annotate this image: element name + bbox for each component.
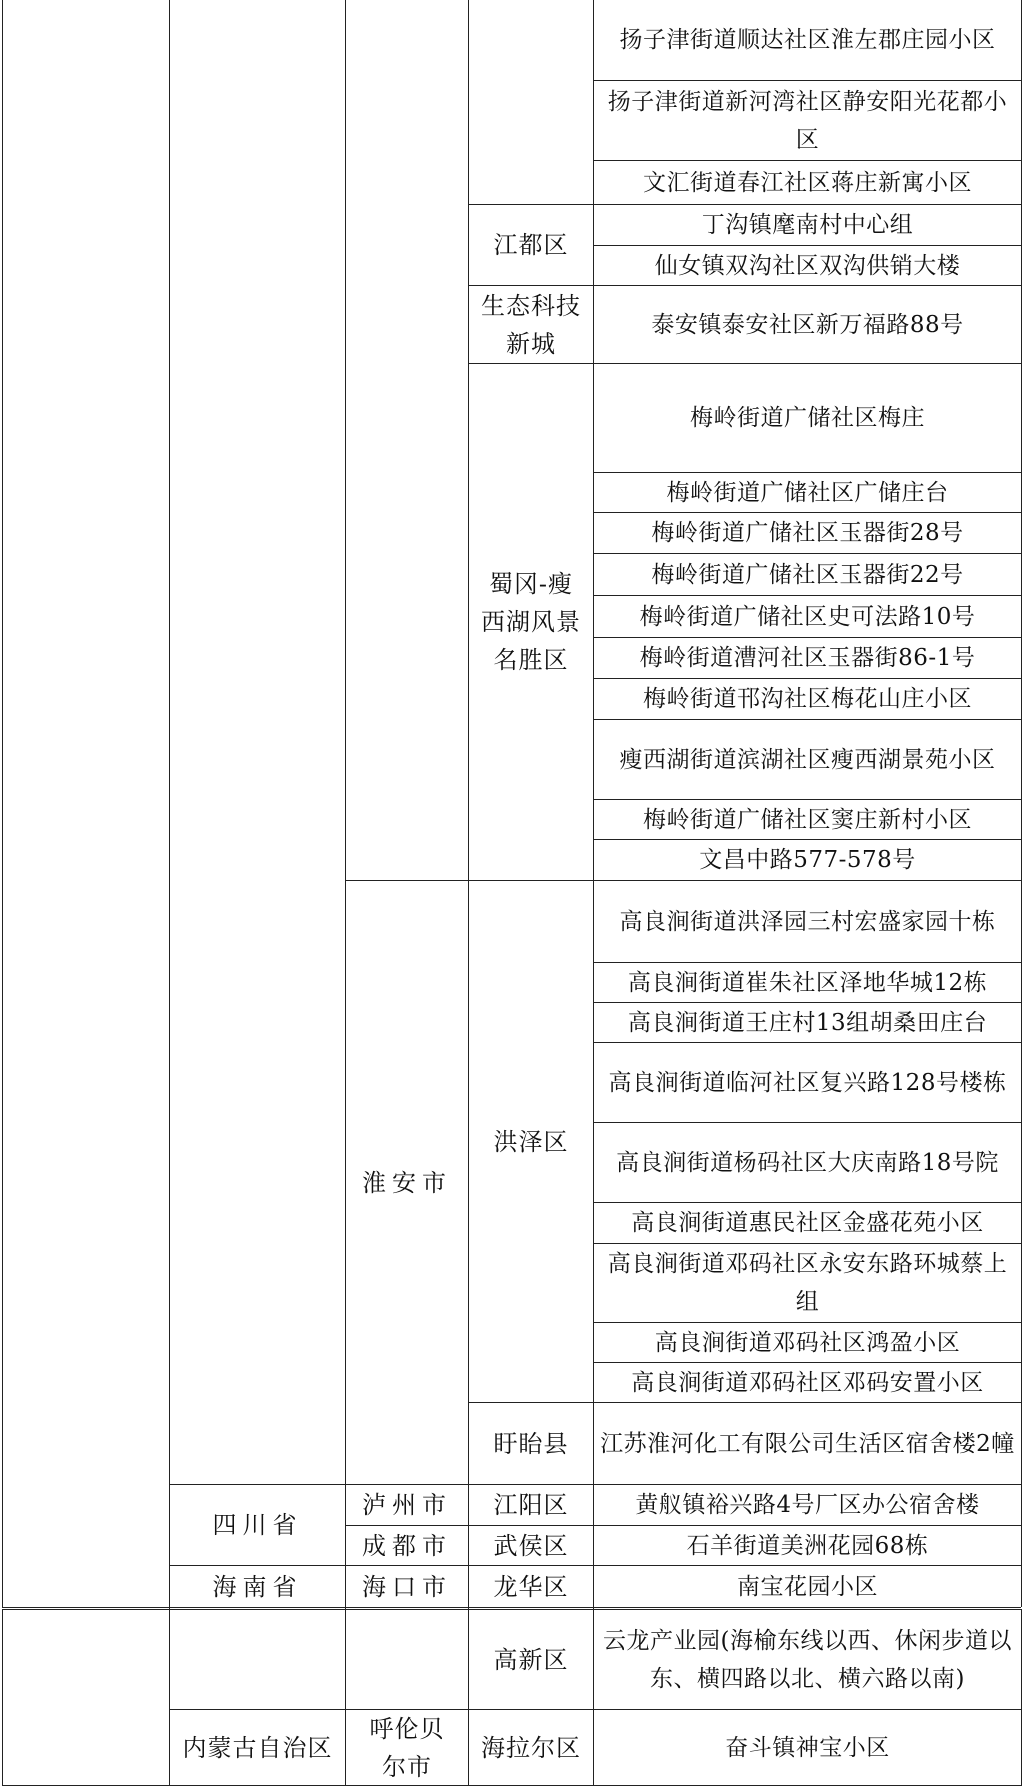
city-cell: 成都市	[362, 1531, 452, 1560]
area-cell: 丁沟镇麾南村中心组	[701, 212, 914, 238]
province-cell: 四川省	[212, 1511, 303, 1539]
district-cell: 武侯区	[493, 1531, 569, 1560]
area-cell: 仙女镇双沟社区双沟供销大楼	[654, 252, 961, 279]
area-cell: 高良涧街道王庄村13组胡桑田庄台	[627, 1009, 988, 1036]
area-cell: 高良涧街道洪泽园三村宏盛家园十栋	[619, 908, 996, 935]
area-cell: 奋斗镇神宝小区	[725, 1734, 890, 1761]
area-cell: 梅岭街道漕河社区玉器街86-1号	[639, 645, 976, 671]
area-cell: 高良涧街道邓码社区鸿盈小区	[654, 1329, 961, 1356]
district-cell: 生态科技新城	[481, 291, 581, 358]
area-cell: 梅岭街道广储社区广储庄台	[666, 479, 949, 506]
area-cell: 高良涧街道杨码社区大庆南路18号院	[616, 1149, 999, 1176]
area-cell: 江苏淮河化工有限公司生活区宿舍楼2幢	[600, 1430, 1015, 1457]
area-cell: 梅岭街道广储社区玉器街28号	[651, 520, 964, 546]
district-cell: 海拉尔区	[481, 1733, 581, 1762]
area-cell: 高良涧街道惠民社区金盛花苑小区	[631, 1210, 984, 1236]
district-cell: 盱眙县	[493, 1429, 569, 1458]
area-cell: 泰安镇泰安社区新万福路88号	[651, 311, 964, 338]
area-cell: 文汇街道春江社区蒋庄新寓小区	[643, 169, 972, 196]
area-cell: 梅岭街道广储社区梅庄	[690, 405, 925, 431]
area-cell: 高良涧街道临河社区复兴路128号楼栋	[608, 1069, 1007, 1096]
area-cell: 文昌中路577-578号	[699, 847, 916, 873]
area-cell: 梅岭街道广储社区窦庄新村小区	[643, 806, 972, 833]
area-cell: 梅岭街道广储社区史可法路10号	[639, 603, 976, 630]
area-cell: 高良涧街道崔朱社区泽地华城12栋	[627, 969, 988, 996]
city-cell: 淮安市	[362, 1168, 452, 1197]
district-cell: 龙华区	[493, 1572, 569, 1601]
area-cell: 瘦西湖街道滨湖社区瘦西湖景苑小区	[619, 746, 996, 773]
province-cell: 内蒙古自治区	[182, 1733, 333, 1762]
area-cell: 高良涧街道邓码社区邓码安置小区	[631, 1369, 984, 1396]
area-cell: 黄舣镇裕兴路4号厂区办公宿舍楼	[635, 1492, 980, 1518]
area-cell: 云龙产业园(海榆东线以西、休闲步道以东、横四路以北、横六路以南)	[603, 1627, 1012, 1692]
district-cell: 江阳区	[493, 1491, 569, 1519]
area-cell: 梅岭街道邗沟社区梅花山庄小区	[643, 686, 972, 712]
district-cell: 江都区	[493, 231, 569, 259]
area-cell: 石羊街道美洲花园68栋	[686, 1532, 929, 1559]
area-cell: 扬子津街道新河湾社区静安阳光花都小区	[607, 88, 1008, 153]
area-cell: 扬子津街道顺达社区淮左郡庄园小区	[619, 27, 996, 53]
area-cell: 梅岭街道广储社区玉器街22号	[651, 561, 964, 588]
city-cell: 泸州市	[362, 1491, 452, 1519]
district-cell: 蜀冈-瘦西湖风景名胜区	[481, 570, 581, 674]
city-cell: 呼伦贝尔市	[369, 1714, 445, 1781]
district-cell: 高新区	[493, 1645, 569, 1674]
city-cell: 海口市	[362, 1572, 452, 1601]
province-cell: 海南省	[212, 1572, 303, 1601]
area-cell: 南宝花园小区	[737, 1573, 878, 1600]
area-cell: 高良涧街道邓码社区永安东路环城蔡上组	[607, 1251, 1008, 1315]
district-cell: 洪泽区	[493, 1127, 569, 1156]
